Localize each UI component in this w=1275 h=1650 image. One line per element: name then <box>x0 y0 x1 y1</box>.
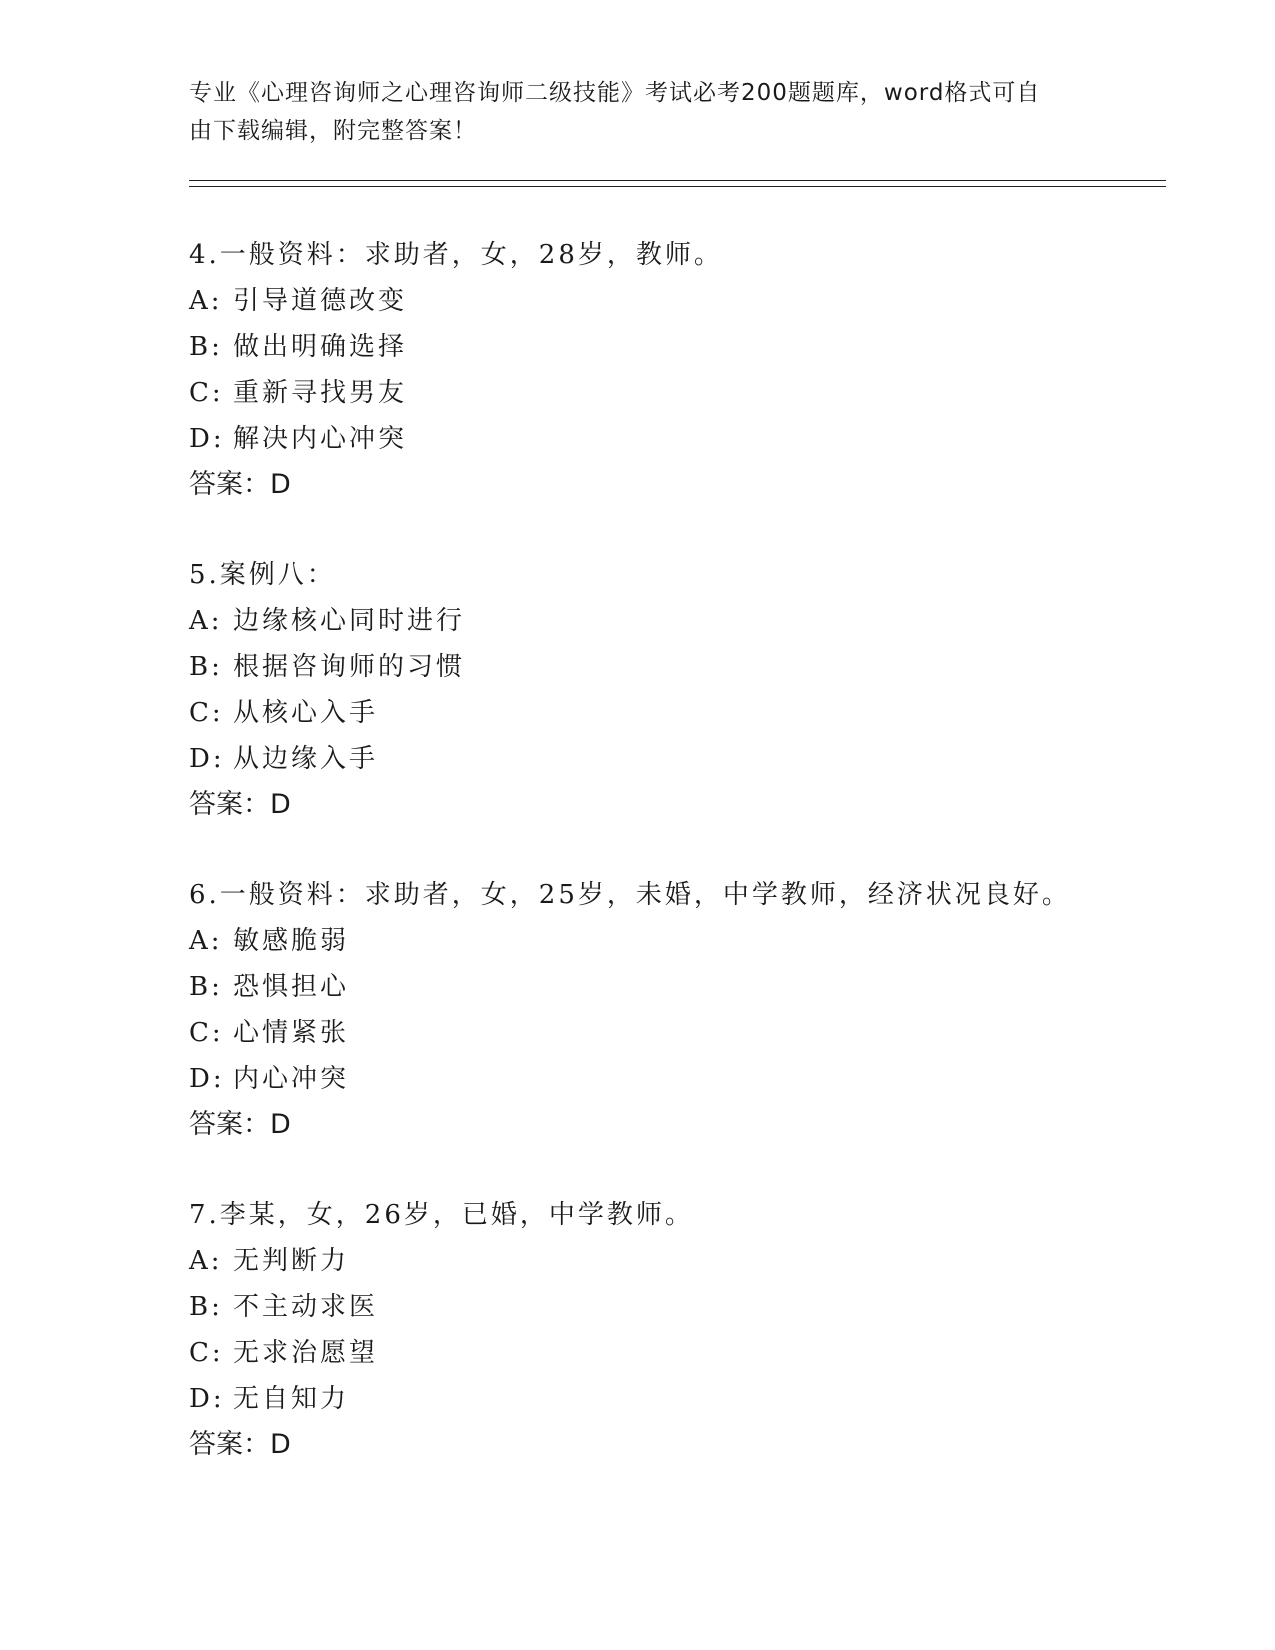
option-d <box>189 736 1189 782</box>
option-text: 边缘核心同时进行 <box>233 606 466 636</box>
option-a <box>189 1238 1189 1284</box>
option-text: 做出明确选择 <box>233 332 408 362</box>
question-stem: 6.一般资料：求助者，女，25岁，未婚，中学教师，经济状况良好。 <box>189 880 1071 910</box>
option-d <box>189 1056 1189 1102</box>
option-key: D: <box>189 424 225 454</box>
header-line-1: 专业《心理咨询师之心理咨询师二级技能》考试必考200题题库，word格式可自 <box>189 80 1041 106</box>
option-c <box>189 1010 1189 1056</box>
option-key: A: <box>189 606 223 636</box>
option-b <box>189 644 1189 690</box>
header-divider-bottom <box>189 186 1166 187</box>
option-text: 恐惧担心 <box>233 972 350 1002</box>
answer-line: 答案：D <box>189 789 291 820</box>
option-key: D: <box>189 744 225 774</box>
option-key: D: <box>189 1384 225 1414</box>
option-text: 无求治愿望 <box>233 1338 379 1368</box>
header-line-2: 由下载编辑，附完整答案！ <box>189 118 477 144</box>
question-block <box>189 1192 1189 1468</box>
option-text: 敏感脆弱 <box>233 926 350 956</box>
option-key: B: <box>189 1292 223 1322</box>
option-text: 无判断力 <box>233 1246 350 1276</box>
option-text: 解决内心冲突 <box>233 424 408 454</box>
option-d <box>189 1376 1189 1422</box>
option-key: C: <box>189 698 224 728</box>
question-stem: 5.案例八： <box>189 560 336 590</box>
question-block <box>189 232 1189 508</box>
option-key: C: <box>189 1338 224 1368</box>
option-key: A: <box>189 1246 223 1276</box>
option-text: 从核心入手 <box>233 698 379 728</box>
option-key: A: <box>189 926 223 956</box>
option-b <box>189 1284 1189 1330</box>
option-text: 根据咨询师的习惯 <box>233 652 466 682</box>
option-d <box>189 416 1189 462</box>
option-a <box>189 278 1189 324</box>
option-key: C: <box>189 378 224 408</box>
answer-line: 答案：D <box>189 1109 291 1140</box>
option-a <box>189 598 1189 644</box>
question-stem: 7.李某，女，26岁，已婚，中学教师。 <box>189 1200 694 1230</box>
question-stem: 4.一般资料：求助者，女，28岁，教师。 <box>189 240 723 270</box>
answer-line: 答案：D <box>189 1429 291 1460</box>
option-a <box>189 918 1189 964</box>
option-text: 从边缘入手 <box>233 744 379 774</box>
option-key: B: <box>189 972 223 1002</box>
option-c <box>189 370 1189 416</box>
option-text: 心情紧张 <box>233 1018 350 1048</box>
option-b <box>189 964 1189 1010</box>
option-key: A: <box>189 286 223 316</box>
option-c <box>189 690 1189 736</box>
option-text: 不主动求医 <box>233 1292 379 1322</box>
option-key: B: <box>189 332 223 362</box>
answer-line: 答案：D <box>189 469 291 500</box>
option-text: 无自知力 <box>233 1384 350 1414</box>
question-block <box>189 552 1189 828</box>
option-text: 内心冲突 <box>233 1064 350 1094</box>
document-header <box>189 74 1089 150</box>
option-text: 引导道德改变 <box>233 286 408 316</box>
question-block <box>189 872 1189 1148</box>
option-b <box>189 324 1189 370</box>
option-key: D: <box>189 1064 225 1094</box>
option-key: B: <box>189 652 223 682</box>
option-key: C: <box>189 1018 224 1048</box>
option-c <box>189 1330 1189 1376</box>
option-text: 重新寻找男友 <box>233 378 408 408</box>
header-divider-top <box>189 180 1166 181</box>
